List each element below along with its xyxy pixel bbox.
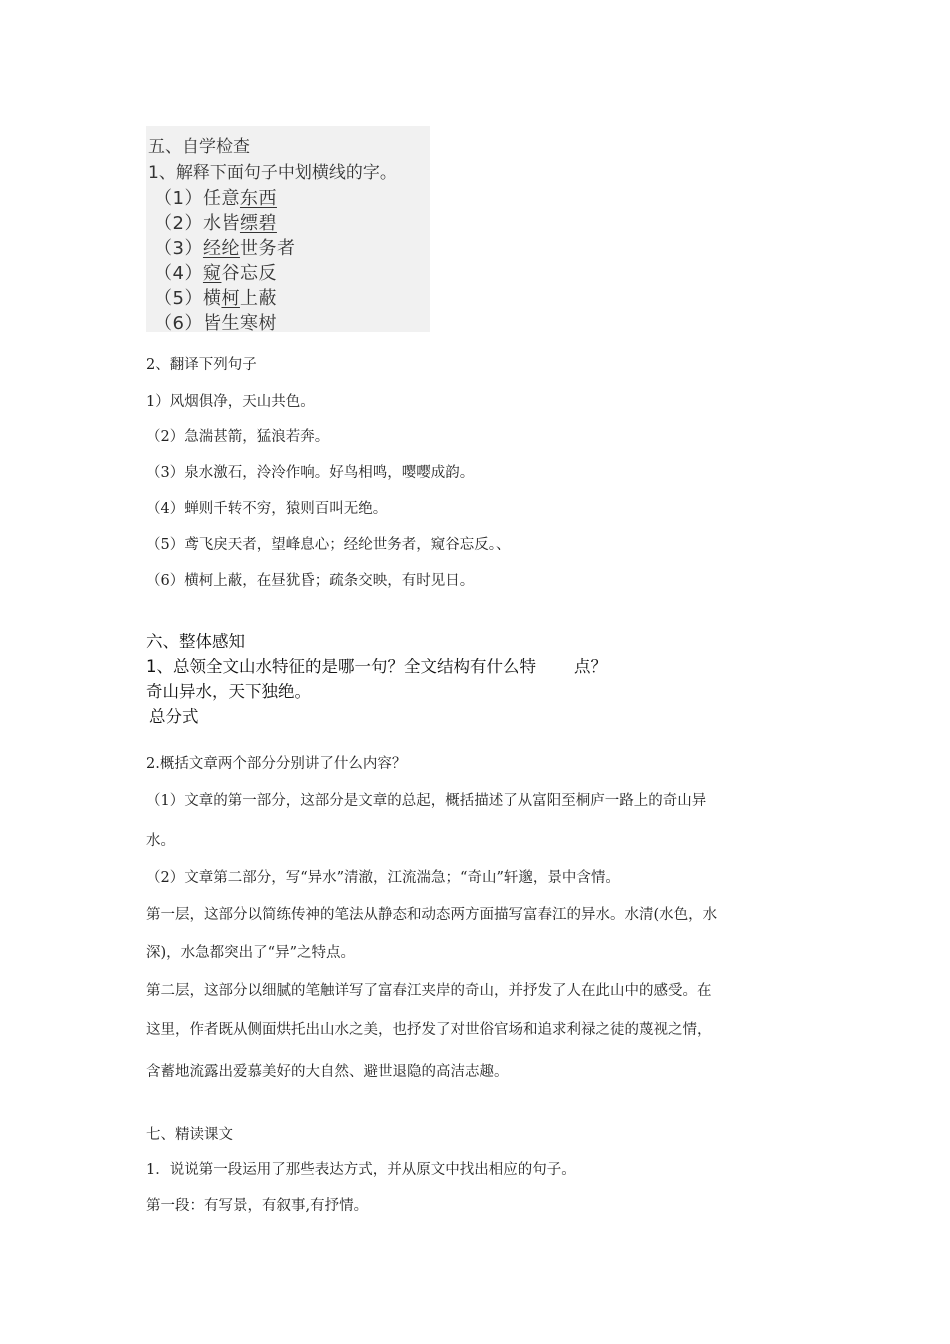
translation-line: （2）急湍甚箭，猛浪若奔。 [146,429,330,445]
vocab-item [154,209,277,235]
paragraph-line: （2）文章第二部分，写“异水”清澈，江流湍急；“奇山”轩邈，景中含情。 [146,870,620,886]
item-text: 树 [258,313,277,332]
item-text: 世务者 [239,238,296,259]
section7-answer1: 第一段：有写景，有叙事,有抒情。 [146,1198,369,1214]
underlined-word: 经纶 [202,238,240,259]
item-number: （4） [154,263,203,284]
section6-heading: 六、整体感知 [146,632,245,651]
item-number: （1） [154,188,203,209]
translation-line: （5）鸢飞戾天者，望峰息心；经纶世务者，窥谷忘反。、 [146,537,511,553]
item-number: （2） [154,213,203,234]
vocab-item [154,234,295,260]
section7-question1: 1．说说第一段运用了那些表达方式，并从原文中找出相应的句子。 [146,1162,576,1178]
item-number: （3） [154,238,203,259]
section6-question2: 2.概括文章两个部分分别讲了什么内容？ [146,756,407,772]
paragraph-line: 第一层，这部分以简练传神的笔法从静态和动态两方面描写富春江的异水。水清(水色，水 [146,907,718,923]
item-text: 皆生 [202,313,240,332]
section6-answer2: 总分式 [149,707,199,726]
item-text: 水皆 [202,213,240,234]
item-text: 任意 [202,188,240,209]
paragraph-line: 水。 [146,833,175,849]
overall-perception-image [146,628,666,724]
item-text: 上蔽 [239,288,277,309]
underlined-word: 缥碧 [239,213,277,234]
underlined-word: 柯 [221,288,240,309]
translation-line: 1）风烟俱净，天山共色。 [146,394,315,410]
section6-question1 [146,653,607,677]
question-text: 点？ [574,657,607,676]
underlined-word: 寒 [239,313,259,332]
paragraph-line: 含蓄地流露出爱慕美好的大自然、避世退隐的高洁志趣。 [146,1064,509,1080]
item-text: 横 [202,288,222,309]
vocab-item [154,284,277,310]
translation-line: （6）横柯上蔽，在昼犹昏；疏条交映，有时见日。 [146,573,475,589]
translation-line: （4）蝉则千转不穷，猿则百叫无绝。 [146,501,388,517]
item-number: （5） [154,288,203,309]
translation-line: （3）泉水激石，泠泠作响。好鸟相鸣，嘤嘤成韵。 [146,465,475,481]
self-check-image [146,126,430,332]
section5-question1: 1、解释下面句子中划横线的字。 [148,163,397,183]
section5-heading: 五、自学检查 [148,137,250,157]
paragraph-line: 深)，水急都突出了“异”之特点。 [146,945,355,961]
question-text: 1、总领全文山水特征的是哪一句？全文结构有什么特 [146,657,536,676]
item-text: 谷忘反 [221,263,277,284]
translate-heading: 2、翻译下列句子 [146,357,257,373]
underlined-word: 窥 [202,263,222,284]
section7-heading: 七、精读课文 [146,1127,233,1143]
item-number: （6） [154,313,203,332]
paragraph-line: 这里，作者既从侧面烘托出山水之美，也抒发了对世俗官场和追求利禄之徒的蔑视之情， [146,1022,712,1038]
paragraph-line: （1）文章的第一部分，这部分是文章的总起，概括描述了从富阳至桐庐一路上的奇山异 [146,793,707,809]
section6-answer1: 奇山异水，天下独绝。 [146,682,311,701]
vocab-item [154,259,277,285]
paragraph-line: 第二层，这部分以细腻的笔触详写了富春江夹岸的奇山，并抒发了人在此山中的感受。在 [146,983,712,999]
underlined-word: 东西 [239,188,277,209]
vocab-item [154,184,277,210]
vocab-item [154,309,277,332]
